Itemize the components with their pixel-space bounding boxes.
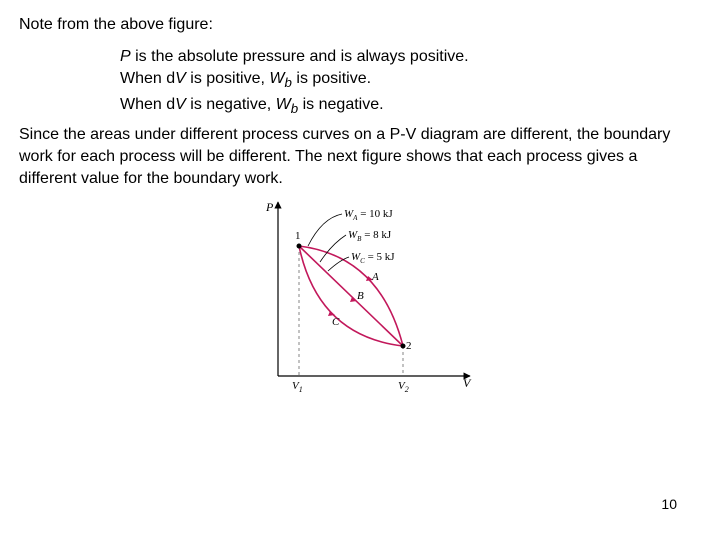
note-mid: is positive, [185,70,270,87]
volume-symbol: V [175,96,186,114]
note-pressure-text: is the absolute pressure and is always positive. [130,48,469,65]
boundary-work-paragraph: Since the areas under different process curves on a P-V diagram are different, the boundary work for each process will be different. The next figure shows that each process gives a different value for the boundary work. [19,126,671,187]
work-symbol: W [275,96,291,114]
curve-a-label: A [372,271,379,283]
note-pressure [120,46,469,68]
note-mid: is negative, [185,96,276,114]
note-lead: When d [120,96,176,114]
state-2-point [401,344,406,349]
note-heading: Note from the above figure: [19,16,213,33]
notes-list [120,46,469,120]
volume-symbol: V [175,70,186,87]
leader-a [308,214,342,246]
v2-label: $V_2$ [398,380,409,394]
note-rest: is negative. [298,96,384,114]
pressure-symbol: P [120,48,131,65]
curve-c-label: C [332,316,340,328]
note-positive-volume [120,68,469,94]
leader-b [320,235,346,262]
curve-b-label: B [357,290,364,302]
note-negative-volume [120,94,469,120]
v1-label: $V_1$ [292,380,303,394]
y-axis-label: P [266,200,274,214]
work-subscript: b [290,101,299,117]
work-label-b: $W_B = 8$ kJ [348,229,392,243]
work-label-c: $W_C = 5$ kJ [351,251,395,265]
state-2-label: 2 [406,340,412,352]
pv-diagram [252,196,482,396]
work-label-a: $W_A = 10$ kJ [344,208,393,222]
leader-c [328,257,349,271]
note-lead: When d [120,70,176,87]
state-1-label: 1 [295,230,301,242]
page-number: 10 [661,496,677,512]
work-subscript: b [284,75,292,91]
state-1-point [297,244,302,249]
note-rest: is positive. [291,70,372,87]
work-symbol: W [269,70,285,87]
x-axis-label: V [463,376,471,390]
